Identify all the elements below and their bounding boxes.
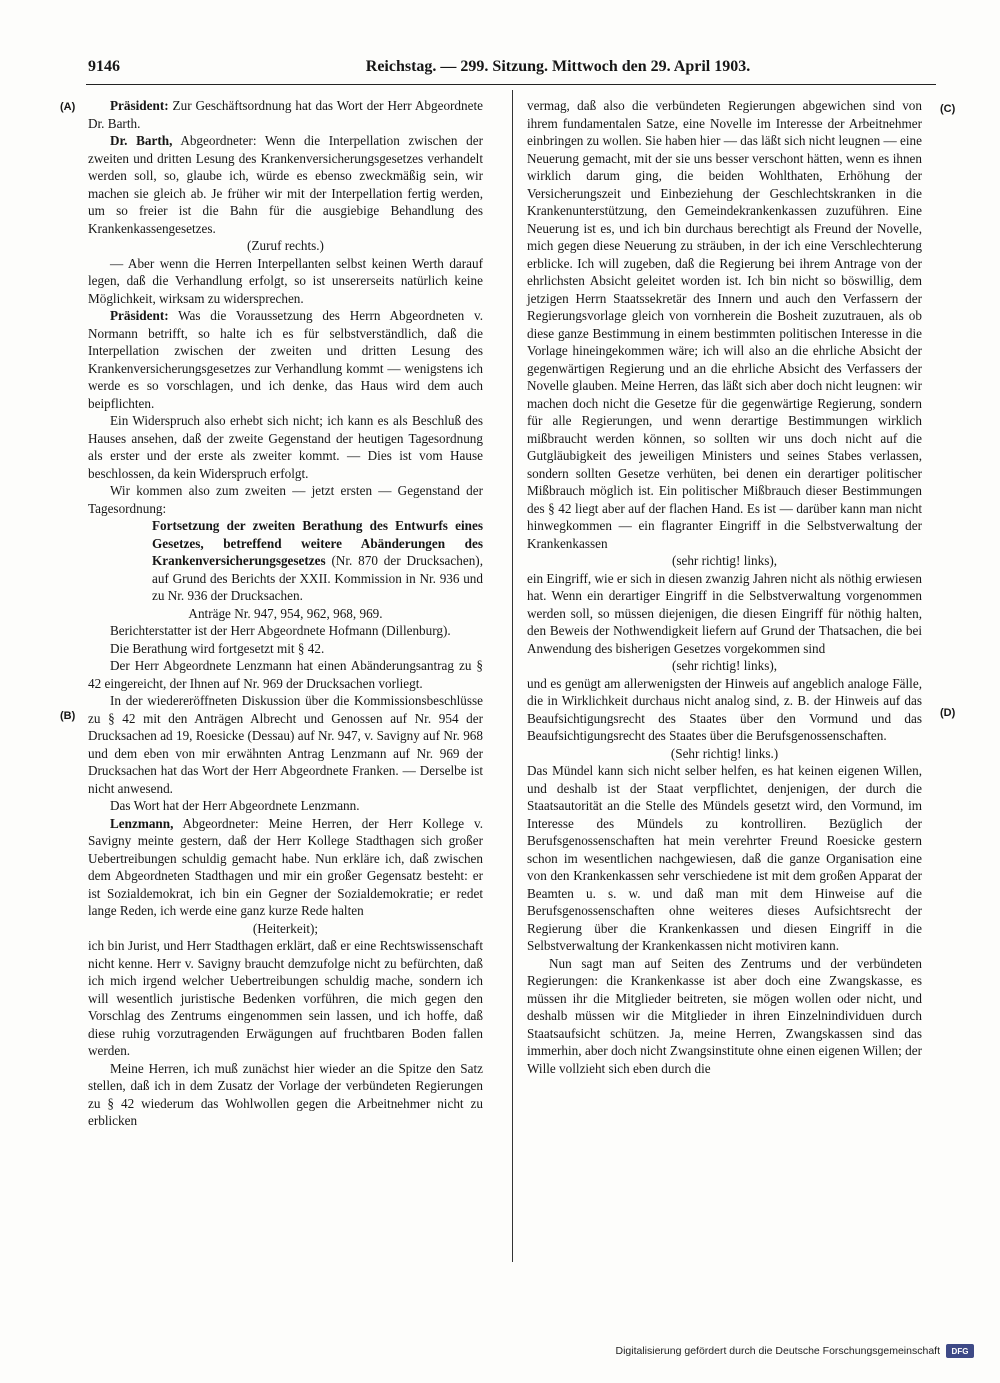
paragraph (88, 97, 483, 132)
header-rule (86, 84, 936, 85)
margin-marker-d: (D) (940, 707, 956, 719)
paragraph (88, 797, 483, 815)
margin-marker-b: (B) (60, 710, 76, 722)
agenda-title: Fortsetzung der zweiten Berathung des Entwurfs eines Gesetzes, betreffend weitere Abänderungen des Krankenversicherungsgesetzes (152, 518, 483, 568)
paragraph-text: Zur Geschäftsordnung hat das Wort der Herr Abgeordnete Dr. Barth. (88, 98, 483, 131)
paragraph (88, 482, 483, 517)
margin-marker-c: (C) (940, 103, 956, 115)
paragraph-text: Ein Widerspruch also erhebt sich nicht; ich kann es als Beschluß des Hauses ansehen, daß der zweite Gegenstand der heutigen Tagesordnung als erster und der erste als zweiter kommt. — Dies ist vom Hause beschlossen, da kein Widerspruch erfolgt. (88, 413, 483, 481)
paragraph-text: Meine Herren, ich muß zunächst hier wieder an die Spitze den Satz stellen, daß ich in dem Zusatz der Vorlage der verbündeten Regierungen zu § 42 wiederum das Wohlwollen gegen die Arbeitnehmer nicht zu erblicken (88, 1060, 483, 1128)
paragraph (88, 307, 483, 412)
paragraph-text: Der Herr Abgeordnete Lenzmann hat einen Abänderungsantrag zu § 42 eingereicht, der Ihnen auf Nr. 969 der Drucksachen vorliegt. (88, 658, 483, 691)
paragraph: und es genügt am allerwenigsten der Hinweis auf angeblich analoge Fälle, die in Wirklichkeit durchaus nicht analog sind, z. B. der Hinweis auf das Beaufsichtigungsrecht des Staates über den Vormund und das Beaufsichtigungsrecht des Staates über die Berufsgenossenschaften. (527, 675, 922, 743)
page-header (88, 58, 934, 80)
paragraph-text: Die Berathung wird fortgesetzt mit § 42. (110, 640, 325, 656)
paragraph (88, 1060, 483, 1130)
paragraph (88, 132, 483, 237)
paragraph: Das Mündel kann sich nicht selber helfen, es hat keinen eigenen Willen, und deshalb ist der Staat verpflichtet, denjenigen, der durch die Staatsautorität an die Stelle des Mündels gesetzt wird, den Vormund, im Interesse des Mündels zu kontrolliren. Bezüglich der Berufsgenossenschaften hat mein verehrter Freund Roesicke gestern schon im wesentlichen nachgewiesen, daß die ganze Organisation eine von den Krankenkassen sehr verschiedene ist mit dem großen Apparat der Beamten u. s. w. und daß man mit dem Hinweise auf die Berufsgenossenschaften ohne weiteres dieses Aufsichtsrecht der Regierung über die Krankenkassen und diesen Eingriff in die Selbstverwaltung der Krankenkassen nicht motiviren kann. (527, 763, 922, 953)
column-divider (512, 90, 513, 1262)
paragraph-text: Abgeordneter: Wenn die Interpellation zwischen der zweiten und dritten Lesung des Krankenversicherungsgesetzes verhandelt werden soll, so, glaube ich, würde es ebenso zweckmäßig sein, wir machen sie gleich ab. Je früher wir mit der Interpellation fertig werden, um so freier ist die Bahn für die ausgiebige Behandlung des Krankenkassengesetzes. (88, 133, 483, 236)
margin-marker-a: (A) (60, 101, 76, 113)
paragraph (88, 412, 483, 482)
dfg-logo: DFG (946, 1344, 974, 1358)
stage-direction: (Heiterkeit); (252, 920, 319, 936)
paragraph-text: Abgeordneter: Meine Herren, der Herr Kollege v. Savigny meinte gestern, daß der Herr Kollege Stadthagen sich großer Uebertreibungen schuldig gemacht habe. Nun erkläre ich, daß zwischen dem Abgeordneten Stadthagen und mir ein großer Gegensatz besteht: er ist Sozialdemokrat, ich bin ein Gegner der Sozialdemokratie; er redet lange Reden, ich werde eine ganz kurze Rede halten (88, 815, 483, 918)
agenda-detail: (Nr. 870 der Drucksachen), auf Grund des Berichts der XXII. Kommission in Nr. 936 und zu Nr. 936 der Drucksachen. (152, 553, 483, 603)
paragraph (88, 815, 483, 920)
footer (615, 1339, 974, 1363)
paragraph-text: Berichterstatter ist der Herr Abgeordnete Hofmann (Dillenburg). (110, 623, 451, 638)
right-column (527, 97, 922, 1077)
paragraph-text: — Aber wenn die Herren Interpellanten selbst keinen Werth darauf legen, daß die Verhandlung erfolgt, so ist unsererseits natürlich keine Möglichkeit, wirksam zu widersprechen. (88, 255, 483, 306)
paragraph: vermag, daß also die verbündeten Regierungen abgewichen sind von ihrem fundamentalen Satze, eine Novelle im Interesse der Arbeitnehmer einbringen zu wollen. Sie haben hier — das läßt sich nicht leugnen — eine Neuerung gemacht, mit der sie uns besser verschont hätten, wenn es ihnen wirklich darum ging, die beiden Wohlthaten, Erhöhung der Versicherungszeit und Einbeziehung der Geschlechtskranken in die Krankenunterstützung, den Gemeindekrankenkassen zuzuführen. Eine Neuerung ist es, und ich bin durchaus berechtigt als Freund der Novelle, mich gegen diese Neuerung zu sträuben, in der ich eine Verschlechterung erblicke. Ich will zugeben, daß die Regierung bei ihrem Antrage von der ehrlichsten Absicht geleitet worden ist. Ich bin nicht so böswillig, dem jetzigen Herrn Staatssekretär des Innern und auch den Verfassern der Regierungsvorlage gleich von vornherein die Bosheit zuzutrauen, als ob diese ganze Bestimmung in einem bestimmten politischen Interesse in die Vorlage hineingekommen wäre; ich will also an die ehrliche Absicht der gegenwärtigen Regierung und an die ehrliche Absicht des Verfassers der Novelle glauben. Meine Herren, das läßt sich aber doch nicht leugnen: wir machen doch nicht die Gesetze für die gegenwärtige Regierung, sondern für alle Regierungen, und wenn derartige Bestimmungen wirklich mißbraucht werden können, so sollten wir uns doch nicht auf die Gutgläubigkeit des jeweiligen Ministers und seines Stabes verlassen, sondern sollten Gesetze verhüten, bei denen ein derartiger politischer Mißbrauch möglich ist. Ein politischer Mißbrauch dieser Bestimmungen des § 42 liegt aber auf der flachen Hand. Es ist — darüber kann man nicht hinwegkommen — ein flagranter Eingriff in die Selbstverwaltung der Krankenkassen (527, 98, 922, 551)
speaker-name: Dr. Barth, (110, 133, 173, 148)
stage-direction: (Zuruf rechts.) (247, 238, 324, 253)
left-column (88, 97, 483, 1130)
paragraph (88, 640, 483, 658)
speaker-name: Präsident: (110, 98, 169, 113)
paragraph (88, 622, 483, 640)
paragraph: ich bin Jurist, und Herr Stadthagen erklärt, daß er eine Rechtswissenschaft nicht kenne. Herr v. Savigny braucht demzufolge nicht zu befürchten, daß ich mich irgend welcher Uebertreibungen schuldig mache, sondern ich will wesentlich juristische Bedenken vorführen, die mich gegen den Vorschlag des Zentrums eingenommen sein lassen, und ich hoffe, daß diese ruhig vorzutragenden Erwägungen auf fruchtbaren Boden fallen werden. (88, 938, 483, 1058)
paragraph-text: In der wiedereröffneten Diskussion über die Kommissionsbeschlüsse zu § 42 mit den Anträgen Albrecht und Genossen auf Nr. 954 der Drucksachen ad 19, Roesicke (Dessau) auf Nr. 947, v. Savigny auf Nr. 968 und dem eben von mir erwähnten Antrag Lenzmann auf Nr. 969 der Drucksachen hat das Wort der Herr Abgeordnete Franken. — Derselbe ist nicht anwesend. (88, 693, 483, 796)
paragraph (527, 955, 922, 1078)
paragraph (88, 657, 483, 692)
stage-direction: (sehr richtig! links), (671, 658, 778, 673)
paragraph (88, 692, 483, 797)
paragraph-text: Nun sagt man auf Seiten des Zentrums und der verbündeten Regierungen: die Krankenkasse ist aber doch eine Zwangskasse, es müssen ihr die Mitglieder beitreten, sie mögen wollen oder nicht, und deshalb müssen wir die Mitglieder in ihren Einzelnindividuen durch Staatsaufsicht schützen. Ja, meine Herren, Zwangskassen sind das immerhin, aber doch nicht Zwangsinstitute ohne einen eigenen Willen; der Wille vollzieht sich eben durch die (527, 955, 922, 1076)
stage-direction: (sehr richtig! links), (671, 553, 778, 568)
footer-credit: Digitalisierung gefördert durch die Deutsche Forschungsgemeinschaft (615, 1345, 940, 1357)
paragraph (88, 255, 483, 308)
paragraph-text: Was die Voraussetzung des Herrn Abgeordneten v. Normann betrifft, so halte ich es für selbstverständlich, daß die Interpellation zwischen der zweiten und dritten Lesung des Krankenversicherungsgesetzes zur Verhandlung kommt — wenigstens ich werde es so vorschlagen, und ich denke, das Haus wird dem auch beipflichten. (88, 308, 483, 411)
paragraph-text: Das Wort hat der Herr Abgeordnete Lenzmann. (110, 798, 360, 813)
speaker-name: Lenzmann, (110, 815, 174, 831)
stage-direction: (Sehr richtig! links.) (670, 745, 779, 761)
page-number: 9146 (88, 58, 120, 75)
running-title: Reichstag. — 299. Sitzung. Mittwoch den 29. April 1903. (365, 58, 751, 75)
speaker-name: Präsident: (110, 308, 169, 323)
stage-direction: Anträge Nr. 947, 954, 962, 968, 969. (188, 605, 383, 621)
paragraph-text: Wir kommen also zum zweiten — jetzt ersten — Gegenstand der Tagesordnung: (88, 483, 483, 516)
paragraph: ein Eingriff, wie er sich in diesen zwanzig Jahren nicht als nöthig erwiesen hat. Wenn ein derartiger Eingriff in die Selbstverwaltung vorgenommen werden soll, so müssen diejenigen, die diesen Eingriff für nöthig halten, den Beweis der Nothwendigkeit liefern auf Grund der Thatsachen, die bei Anwendung des bisherigen Gesetzes vorgekommen sind (527, 570, 922, 656)
agenda-item (88, 517, 483, 605)
